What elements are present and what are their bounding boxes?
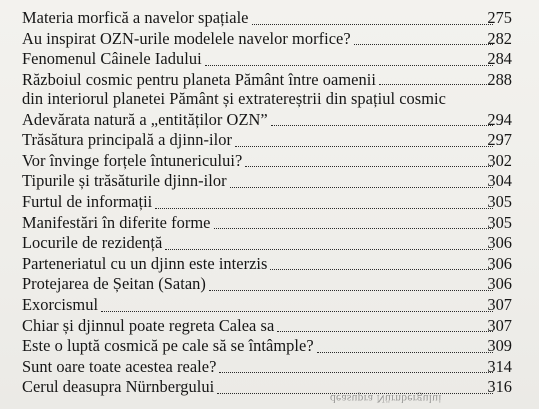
toc-dot-leader (230, 187, 493, 188)
toc-entry-title (22, 336, 314, 355)
toc-entry (0, 192, 539, 213)
toc-dot-leader (354, 44, 493, 45)
toc-entry-title-line: Parteneriatul cu un djinn este interzis (22, 253, 268, 273)
toc-entry-title (22, 49, 202, 68)
toc-entry (0, 377, 539, 398)
toc-page-number: 306 (487, 233, 512, 253)
toc-entry-title-line: Furtul de informații (22, 191, 153, 211)
toc-entry (0, 151, 539, 172)
toc-page-number: 294 (487, 109, 512, 129)
toc-entry (0, 70, 539, 110)
toc-entry (0, 49, 539, 70)
toc-entry-title (22, 377, 214, 396)
toc-entry-title (22, 70, 446, 108)
toc-entry-title (22, 171, 227, 190)
toc-page-number: 314 (487, 356, 512, 376)
toc-dot-leader (245, 166, 493, 167)
toc-entry-title (22, 254, 267, 273)
toc-entry (0, 233, 539, 254)
toc-entry-title-line: Protejarea de Șeitan (Satan) (22, 274, 206, 294)
toc-entry-title (22, 8, 249, 27)
toc-entry-title-line: Sunt oare toate acestea reale? (22, 356, 217, 376)
toc-page-number: 284 (487, 49, 512, 69)
toc-page-number: 297 (487, 130, 512, 150)
toc-entry (0, 130, 539, 151)
toc-entry-title-line: Exorcismul (22, 294, 99, 314)
toc-page-number: 306 (487, 274, 512, 294)
toc-dot-leader (317, 352, 493, 353)
toc-entry-title (22, 295, 98, 314)
toc-entry (0, 171, 539, 192)
toc-entry-title-line: Trăsătura principală a djinn-ilor (22, 130, 232, 150)
toc-entry-title-line: Locurile de rezidență (22, 233, 163, 253)
toc-page-number: 316 (487, 377, 512, 397)
toc-entry-title-line: Au inspirat OZN-urile modelele navelor morfice? (22, 28, 351, 48)
toc-entry-title-line: Cerul deasupra Nürnbergului (22, 377, 215, 397)
toc-entry-title-line: Adevărata natură a „entităților OZN” (22, 109, 268, 129)
toc-page-number: 288 (487, 69, 512, 89)
toc-entry (0, 316, 539, 337)
toc-page-number: 309 (487, 336, 512, 356)
toc-dot-leader (219, 372, 493, 373)
toc-entry-title (22, 110, 268, 129)
toc-entry-title-line: Războiul cosmic pentru planeta Pământ între oamenii (22, 69, 376, 89)
toc-entry-title-line: Fenomenul Câinele Iadului (22, 49, 202, 69)
toc-entry (0, 254, 539, 275)
table-of-contents (0, 8, 539, 398)
toc-entry (0, 357, 539, 378)
toc-dot-leader (379, 84, 493, 85)
toc-entry-title (22, 192, 152, 211)
toc-entry-title-continuation: din interiorul planetei Pământ și extratereștrii din spațiul cosmic (22, 88, 446, 108)
toc-page-number: 302 (487, 150, 512, 170)
toc-dot-leader (209, 290, 493, 291)
toc-entry (0, 29, 539, 50)
toc-dot-leader (165, 249, 493, 250)
toc-dot-leader (270, 269, 493, 270)
toc-dot-leader (214, 228, 493, 229)
toc-entry-title-line: Vor învinge forțele întunericului? (22, 150, 243, 170)
toc-entry-title-line: Manifestări în diferite forme (22, 212, 211, 232)
toc-entry-title (22, 233, 162, 252)
toc-dot-leader (235, 146, 493, 147)
toc-entry-title (22, 151, 242, 170)
toc-dot-leader (277, 331, 493, 332)
toc-entry (0, 336, 539, 357)
toc-entry-title (22, 29, 351, 48)
toc-page-number: 275 (487, 8, 512, 27)
toc-dot-leader (155, 208, 493, 209)
toc-page-number: 304 (487, 171, 512, 191)
toc-entry (0, 110, 539, 131)
toc-entry-title (22, 130, 232, 149)
toc-entry-title (22, 213, 211, 232)
toc-entry-title (22, 357, 216, 376)
toc-entry-title-line: Chiar și djinnul poate regreta Calea sa (22, 315, 275, 335)
toc-page-number: 307 (487, 294, 512, 314)
toc-dot-leader (205, 65, 493, 66)
toc-entry (0, 8, 539, 29)
toc-dot-leader (101, 311, 493, 312)
toc-page-number: 306 (487, 253, 512, 273)
bleed-through-text: deasupra Nürnbergului (330, 392, 442, 404)
toc-page-number: 305 (487, 212, 512, 232)
toc-entry-title (22, 274, 206, 293)
toc-entry (0, 295, 539, 316)
toc-entry-title-line: Tipurile și trăsăturile djinn-ilor (22, 171, 227, 191)
toc-dot-leader (252, 24, 493, 25)
toc-entry-title-line: Este o luptă cosmică pe cale să se întâmple? (22, 336, 314, 356)
toc-page-number: 282 (487, 28, 512, 48)
toc-entry-title-line: Materia morfică a navelor spațiale (22, 8, 249, 27)
toc-entry (0, 213, 539, 234)
toc-entry (0, 274, 539, 295)
toc-page-number: 305 (487, 191, 512, 211)
toc-entry-title (22, 316, 274, 335)
toc-dot-leader (271, 125, 493, 126)
toc-page-number: 307 (487, 315, 512, 335)
